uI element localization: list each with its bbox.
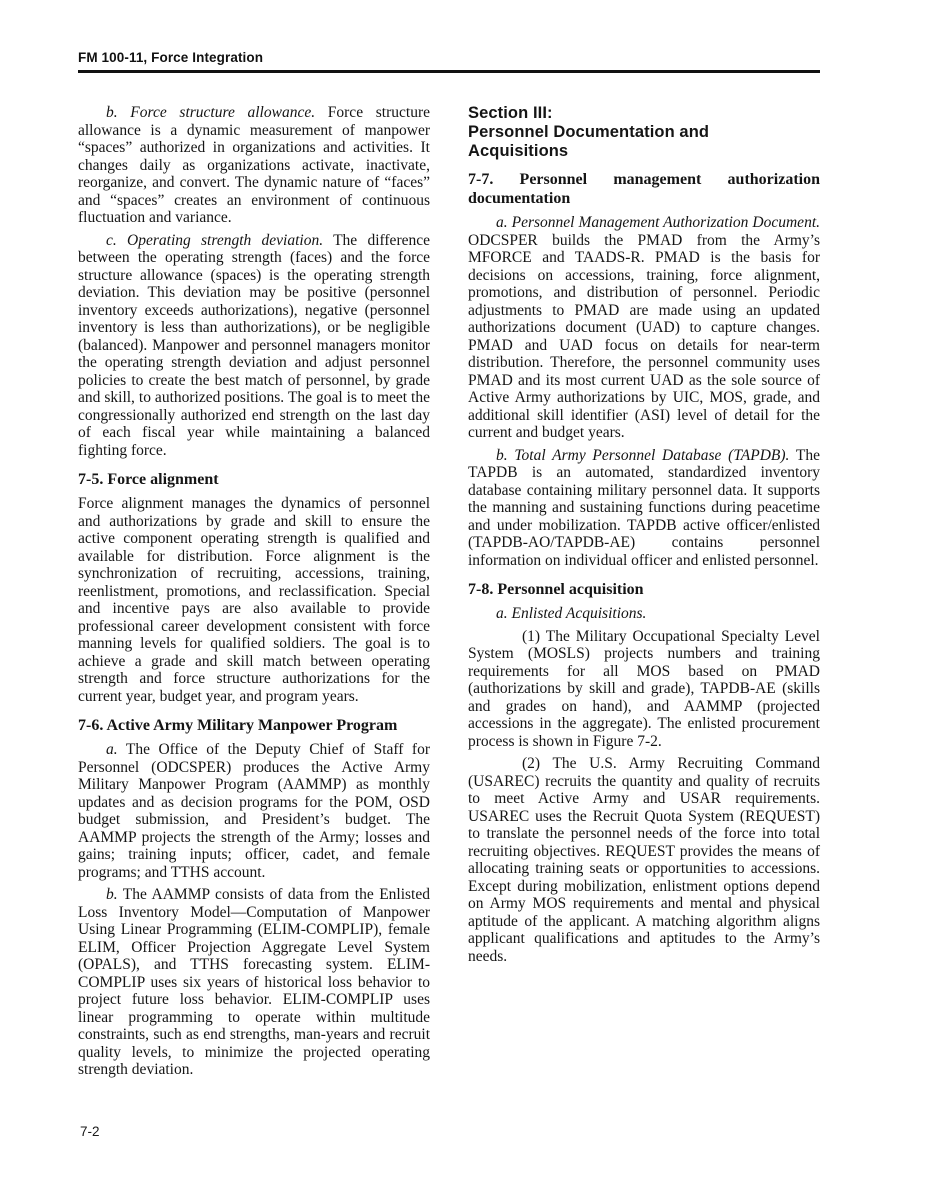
section-heading-line-2: Personnel Documentation and: [468, 123, 710, 141]
para-lead: (1): [522, 627, 541, 645]
para-text: The U.S. Army Recruiting Command (USAREC) recruits the quantity and quality of recruits to meet Active Army and USAR requirements. USAREC uses the Recruit Quota System (REQUEST) to translate the personnel needs of the force into total recruiting objectives. REQUEST provides the means of allocating training seats or opportunities to accessions. Except during mobilization, enlistment options depend on Army MOS requirements and mental and physical aptitude of the applicant. A matching algorithm aligns applicant qualifications and aptitudes to the Army’s needs.: [468, 755, 820, 965]
para-7-6-a: [78, 741, 430, 881]
para-enlisted-acquisitions: [468, 605, 820, 623]
para-operating-strength-deviation: [78, 232, 430, 460]
para-lead: b. Total Army Personnel Database (TAPDB).: [496, 446, 790, 464]
para-text: The AAMMP consists of data from the Enlisted Loss Inventory Model—Computation of Manpower Using Linear Programming (ELIM-COMPLIP), female ELIM, Officer Projection Aggregate Level System (OPALS), and TTHS forecasting system. ELIM-COMPLIP uses six years of historical loss behavior to project future loss behavior. ELIM-COMPLIP uses linear programming to operate within multitude constraints, such as end strengths, man-years and recruit quality levels, to minimize the projected operating strength deviation.: [78, 886, 430, 1078]
left-column: [78, 104, 430, 1084]
para-lead: a. Enlisted Acquisitions.: [496, 605, 647, 622]
para-text: ODCSPER builds the PMAD from the Army’s MFORCE and TAADS-R. PMAD is the basis for decisions on accessions, training, force alignment, promotions, and distribution of personnel. Periodic adjustments to PMAD are made using an updated authorizations document (UAD) to capture changes. PMAD and UAD focus on details for near-term distribution. Therefore, the personnel community uses PMAD and its most current UAD as the sole source of Active Army authorizations by UIC, MOS, grade, and additional skill identifier (ASI) level of detail for the current and budget years.: [468, 231, 820, 441]
para-text: Force structure allowance is a dynamic measurement of manpower “spaces” authorized in organizations and activities. It changes daily as organizations activate, inactivate, reorganize, and convert. The dynamic nature of “faces” and “spaces” creates an environment of continuous fluctuation and variance.: [78, 104, 430, 226]
header-rule: [78, 70, 820, 73]
para-text: The difference between the operating strength (faces) and the force structure allowance (spaces) is the operating strength deviation. This deviation may be positive (personnel inventory exceeds authorizations), negative (personnel inventory is less than authorizations), or be negligible (balanced). Manpower and personnel managers monitor the operating strength deviation and adjust personnel policies to create the best match of personnel, by grade and skill, to authorized positions. The goal is to meet the congressionally authorized end strength on the last day of each fiscal year while maintaining a balanced fighting force.: [78, 231, 430, 459]
heading-7-7: 7-7. Personnel management authorization documentation: [468, 171, 820, 207]
heading-7-5: 7-5. Force alignment: [78, 471, 219, 488]
para-lead: a.: [106, 741, 118, 758]
para-lead: b.: [106, 886, 118, 903]
para-7-6-b: [78, 886, 430, 1079]
heading-7-8: 7-8. Personnel acquisition: [468, 581, 644, 598]
para-7-8-2: [468, 755, 820, 965]
page-header: [78, 50, 926, 73]
para-7-7-a: [468, 214, 820, 442]
para-text: The TAPDB is an automated, standardized inventory database containing military personnel data. It supports the manning and sustaining functions during peacetime and under mobilization. TAPDB active officer/enlisted (TAPDB-AO/TAPDB-AE) contains personnel information on individual officer and enlisted personnel.: [468, 446, 820, 569]
right-column: [468, 104, 820, 1084]
para-7-8-1: [468, 628, 820, 751]
running-head: FM 100-11, Force Integration: [78, 50, 264, 65]
page-number: 7-2: [80, 1124, 100, 1139]
para-text: The Office of the Deputy Chief of Staff for Personnel (ODCSPER) produces the Active Army Military Manpower Program (AAMMP) as monthly updates and as decision programs for the POM, OSD budget submission, and President’s budget. The AAMMP projects the strength of the Army; losses and gains; training inputs; officer, cadet, and female programs; and TTHS account.: [78, 741, 430, 881]
section-heading-line-1: Section III:: [468, 104, 553, 122]
para-lead: b. Force structure allowance.: [106, 104, 316, 121]
para-lead: c. Operating strength deviation.: [106, 231, 324, 249]
section-iii-heading: [468, 104, 820, 161]
para-7-7-b: [468, 447, 820, 570]
heading-7-6: 7-6. Active Army Military Manpower Program: [78, 717, 398, 734]
para-force-structure-allowance: [78, 104, 430, 227]
two-column-body: [78, 104, 820, 1084]
para-text: The Military Occupational Specialty Level System (MOSLS) projects numbers and training requirements for all MOS based on PMAD (authorizations by skill and grade), TAPDB-AE (skills and grades on hand), and AAMMP (projected accessions in the aggregate). The enlisted procurement process is shown in Figure 7-2.: [468, 627, 820, 750]
section-heading-line-3: Acquisitions: [468, 142, 569, 160]
para-force-alignment: Force alignment manages the dynamics of personnel and authorizations by grade and skill to ensure the active component operating strength is qualified and available for distribution. Force alignment is the synchronization of recruiting, accessions, training, reenlistment, promotions, and reclassification. Special and incentive pays are also available to provide professional career development consistent with force manning levels for qualified soldiers. The goal is to achieve a grade and skill match between operating strength and force structure authorizations for the current year, budget year, and program years.: [78, 495, 430, 705]
para-lead: (2): [522, 755, 541, 772]
para-lead: a. Personnel Management Authorization Document.: [496, 214, 820, 231]
